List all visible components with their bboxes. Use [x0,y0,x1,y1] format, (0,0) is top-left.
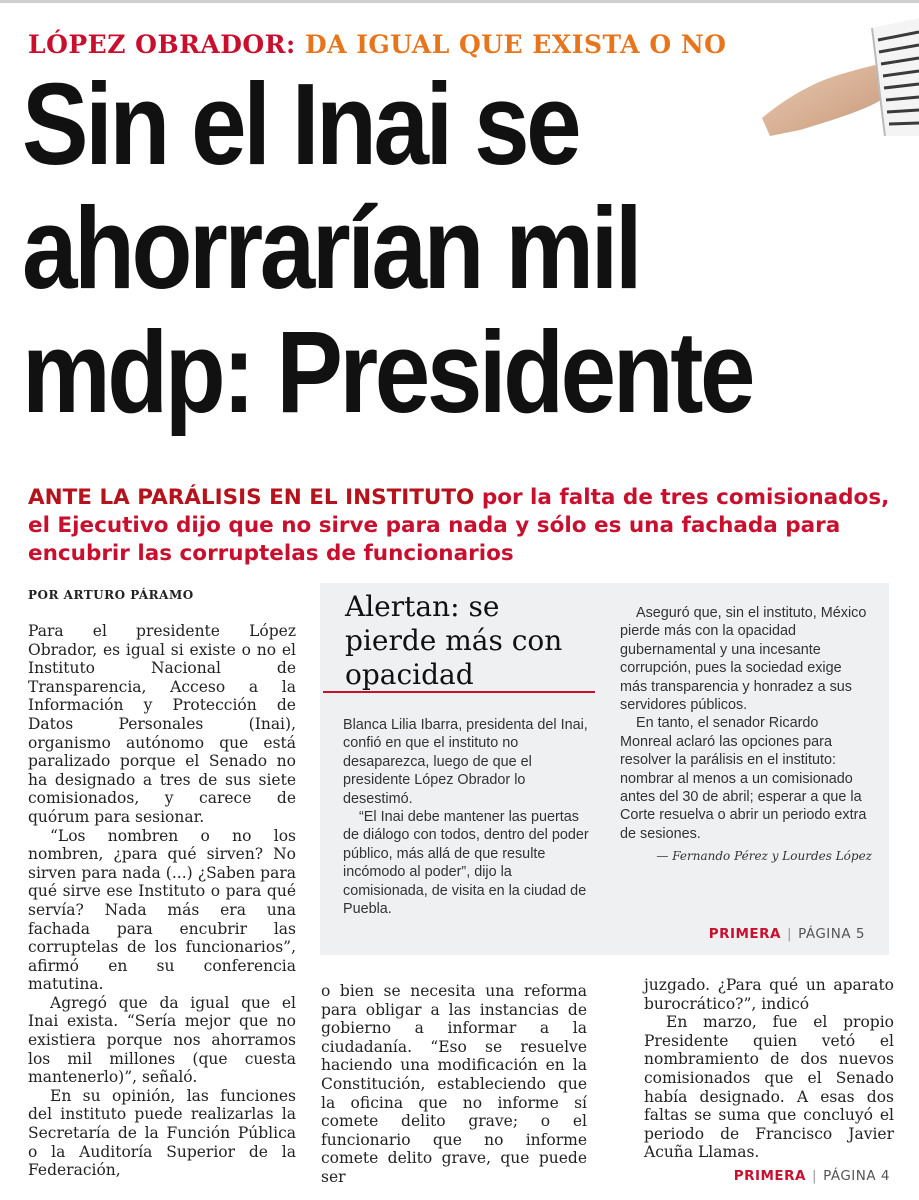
paragraph: En marzo, fue el propio Presidente quien vetó el nombramiento de dos nuevos comisionados que el Senado había designado. A esas dos faltas se suma que concluyó el periodo de Francisco Javier Acuña Llamas. [644,1013,894,1162]
sidebar-title-rule [323,691,595,693]
kicker [28,30,726,59]
deck-text: por la falta de tres comisionados, el Ejecutivo dijo que no sirve para nada y sólo es una fachada para encubrir las corruptelas de funcionarios [28,485,890,566]
body-column-3 [644,976,894,1162]
paragraph: o bien se necesita una reforma para obligar a las instancias de gobierno a informar a la ciudadanía. “Eso se resuelve haciendo una modificación en la Constitución, estableciendo que la oficina que no informe sí comete delito grave; o el funcionario que no informe comete delito grave, que puede ser [321,982,587,1186]
kicker-text: DA IGUAL QUE EXISTA O NO [304,30,727,59]
body-column-1 [28,622,296,1180]
headline [22,59,779,437]
headline-line: Sin el Inai se [22,59,579,189]
paragraph: En su opinión, las funciones del instituto puede realizarlas la Secretaría de la Función Pública o la Auditoría Superior de la Federación, [28,1086,296,1180]
kicker-name: LÓPEZ OBRADOR: [28,30,296,59]
paragraph: juzgado. ¿Para qué un aparato burocrático?”, indicó [644,976,894,1013]
deck-lead: ANTE LA PARÁLISIS EN EL INSTITUTO [28,485,475,510]
headline-line: ahorrarían mil [22,183,640,313]
page-ref-separator: | [787,926,793,942]
sidebar-paragraph: “El Inai debe mantener las puertas de diálogo con todos, dentro del poder público, más allá de que resulte incómodo al poder”, dijo la comisionada, de visita en la ciudad de Puebla. [343,809,589,918]
page-ref-page: PÁGINA 4 [823,1168,890,1184]
body-column-2 [321,982,587,1187]
sidebar-page-reference[interactable] [660,926,865,942]
paragraph: Para el presidente López Obrador, es igual si existe o no el Instituto Nacional de Transparencia, Acceso a la Información y Protección de Datos Personales (Inai), organismo autónomo que está paralizado porque el Senado no ha designado a tres de sus siete comisionados, y carece de quórum para sesionar. [28,622,296,826]
byline: POR ARTURO PÁRAMO [28,588,194,602]
sidebar-paragraph: En tanto, el senador Ricardo Monreal aclaró las opciones para resolver la parálisis en el instituto: nombrar al menos a un comisionado antes del 30 de abril; esperar a que la Corte resuelva o abrir un periodo extra de sesiones. [620,715,867,842]
sidebar-credit: — Fernando Pérez y Lourdes López [656,849,872,864]
paragraph: Agregó que da igual que el Inai exista. “Sería mejor que no existiera porque nos ahorramos los mil millones (que cuesta mantenerlo)”, señaló. [28,993,296,1087]
sidebar-column-2 [620,604,872,866]
deck [28,484,898,568]
sidebar-paragraph: Blanca Lilia Ibarra, presidenta del Inai, confió en que el instituto no desaparezca, luego de que el presidente López Obrador lo desestimó. [343,717,588,807]
page-ref-page: PÁGINA 5 [798,926,865,942]
sidebar-paragraph: Aseguró que, sin el instituto, México pierde más con la opacidad gubernamental y una incesante corrupción, pues la sociedad exige más transparencia y honradez a sus servidores públicos. [620,605,867,714]
page-ref-section: PRIMERA [733,1168,806,1184]
sidebar-column-1 [343,716,593,918]
top-rule [0,0,919,3]
speaker-photo [760,18,919,136]
page-ref-separator: | [812,1168,818,1184]
page-ref-section: PRIMERA [708,926,781,942]
sidebar-title: Alertan: se pierde más con opacidad [345,590,563,691]
paragraph: “Los nombren o no los nombren, ¿para qué sirven? No sirven para nada (...) ¿Saben para qué sirve ese Instituto o para qué servía? Nada más era una fachada para encubrir las corruptelas de los funcionarios”, afirmó en su conferencia matutina. [28,826,296,994]
headline-line: mdp: Presidente [22,307,753,437]
article-page-reference[interactable] [680,1168,890,1184]
